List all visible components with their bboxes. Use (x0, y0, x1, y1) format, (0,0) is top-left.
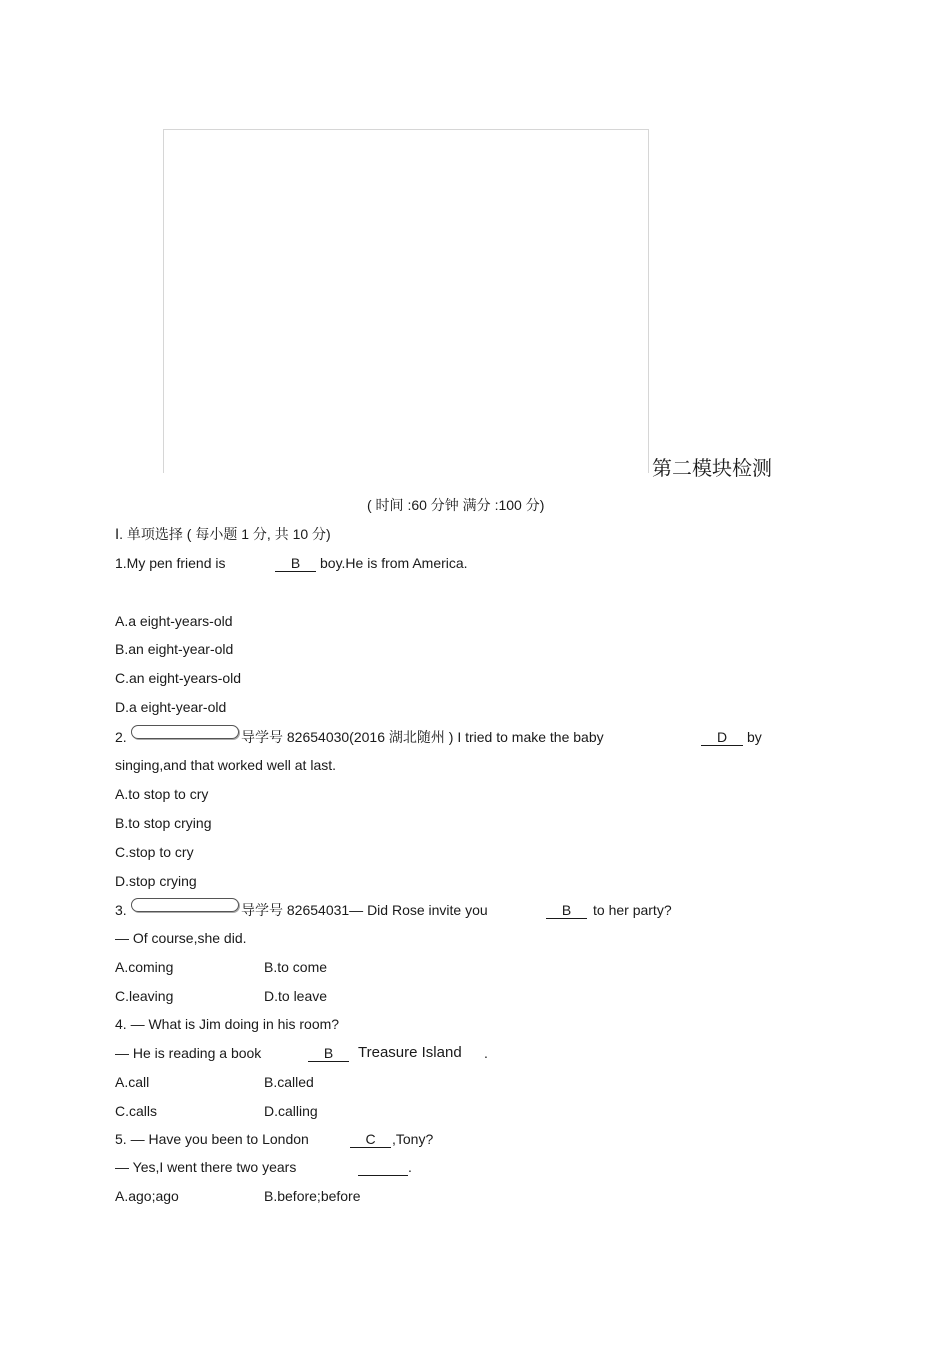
q1-option-c: C.an eight-years-old (115, 670, 242, 686)
q4-end: . (484, 1045, 488, 1061)
q2-text: 导学号 82654030(2016 湖北随州 ) I tried to make the baby (241, 729, 604, 745)
q3-option-c: C.leaving (115, 988, 174, 1004)
q5-prefix: 5. — Have you been to London (115, 1131, 309, 1147)
q5-line2: — Yes,I went there two years (115, 1159, 297, 1175)
q3-text: 导学号 82654031— Did Rose invite you (241, 902, 488, 918)
q4-option-b: B.called (264, 1074, 314, 1090)
q4-option-d: D.calling (264, 1103, 318, 1119)
page-title: 第二模块检测 (652, 456, 772, 480)
q5-empty-blank (358, 1159, 408, 1176)
q2-option-d: D.stop crying (115, 873, 197, 889)
q1-answer-blank: B (275, 555, 316, 572)
q4-suffix: Treasure Island (358, 1044, 462, 1061)
q4-line1: 4. — What is Jim doing in his room? (115, 1016, 340, 1032)
q2-option-b: B.to stop crying (115, 815, 212, 831)
q4-option-a: A.call (115, 1074, 150, 1090)
q3-option-b: B.to come (264, 959, 328, 975)
q3-line2: — Of course,she did. (115, 930, 247, 946)
q2-option-a: A.to stop to cry (115, 786, 209, 802)
q1-suffix: boy.He is from America. (320, 555, 468, 571)
q1-option-a: A.a eight-years-old (115, 613, 233, 629)
q5-option-a: A.ago;ago (115, 1188, 179, 1204)
q4-option-c: C.calls (115, 1103, 158, 1119)
q4-prefix: — He is reading a book (115, 1045, 262, 1061)
q4-answer-blank: B (308, 1045, 349, 1062)
q5-answer-blank: C (350, 1131, 391, 1148)
q2-suffix: by (747, 729, 762, 745)
q5-end: . (408, 1159, 412, 1175)
q3-option-d: D.to leave (264, 988, 328, 1004)
guide-badge (131, 725, 239, 739)
section-heading: Ⅰ. 单项选择 ( 每小题 1 分, 共 10 分) (115, 526, 331, 542)
q3-option-a: A.coming (115, 959, 174, 975)
q2-option-c: C.stop to cry (115, 844, 194, 860)
q3-number: 3. (115, 902, 127, 918)
guide-badge (131, 898, 239, 912)
blank-image-frame (163, 129, 649, 473)
q2-answer-blank: D (701, 729, 743, 746)
q5-option-b: B.before;before (264, 1188, 361, 1204)
q5-suffix: ,Tony? (392, 1131, 434, 1147)
q2-line2: singing,and that worked well at last. (115, 757, 337, 773)
q3-suffix: to her party? (593, 902, 672, 918)
q1-option-b: B.an eight-year-old (115, 641, 234, 657)
q3-answer-blank: B (546, 902, 587, 919)
exam-info: ( 时间 :60 分钟 满分 :100 分) (367, 497, 545, 513)
q2-number: 2. (115, 729, 127, 745)
q1-prefix: 1.My pen friend is (115, 555, 226, 571)
q1-option-d: D.a eight-year-old (115, 699, 227, 715)
